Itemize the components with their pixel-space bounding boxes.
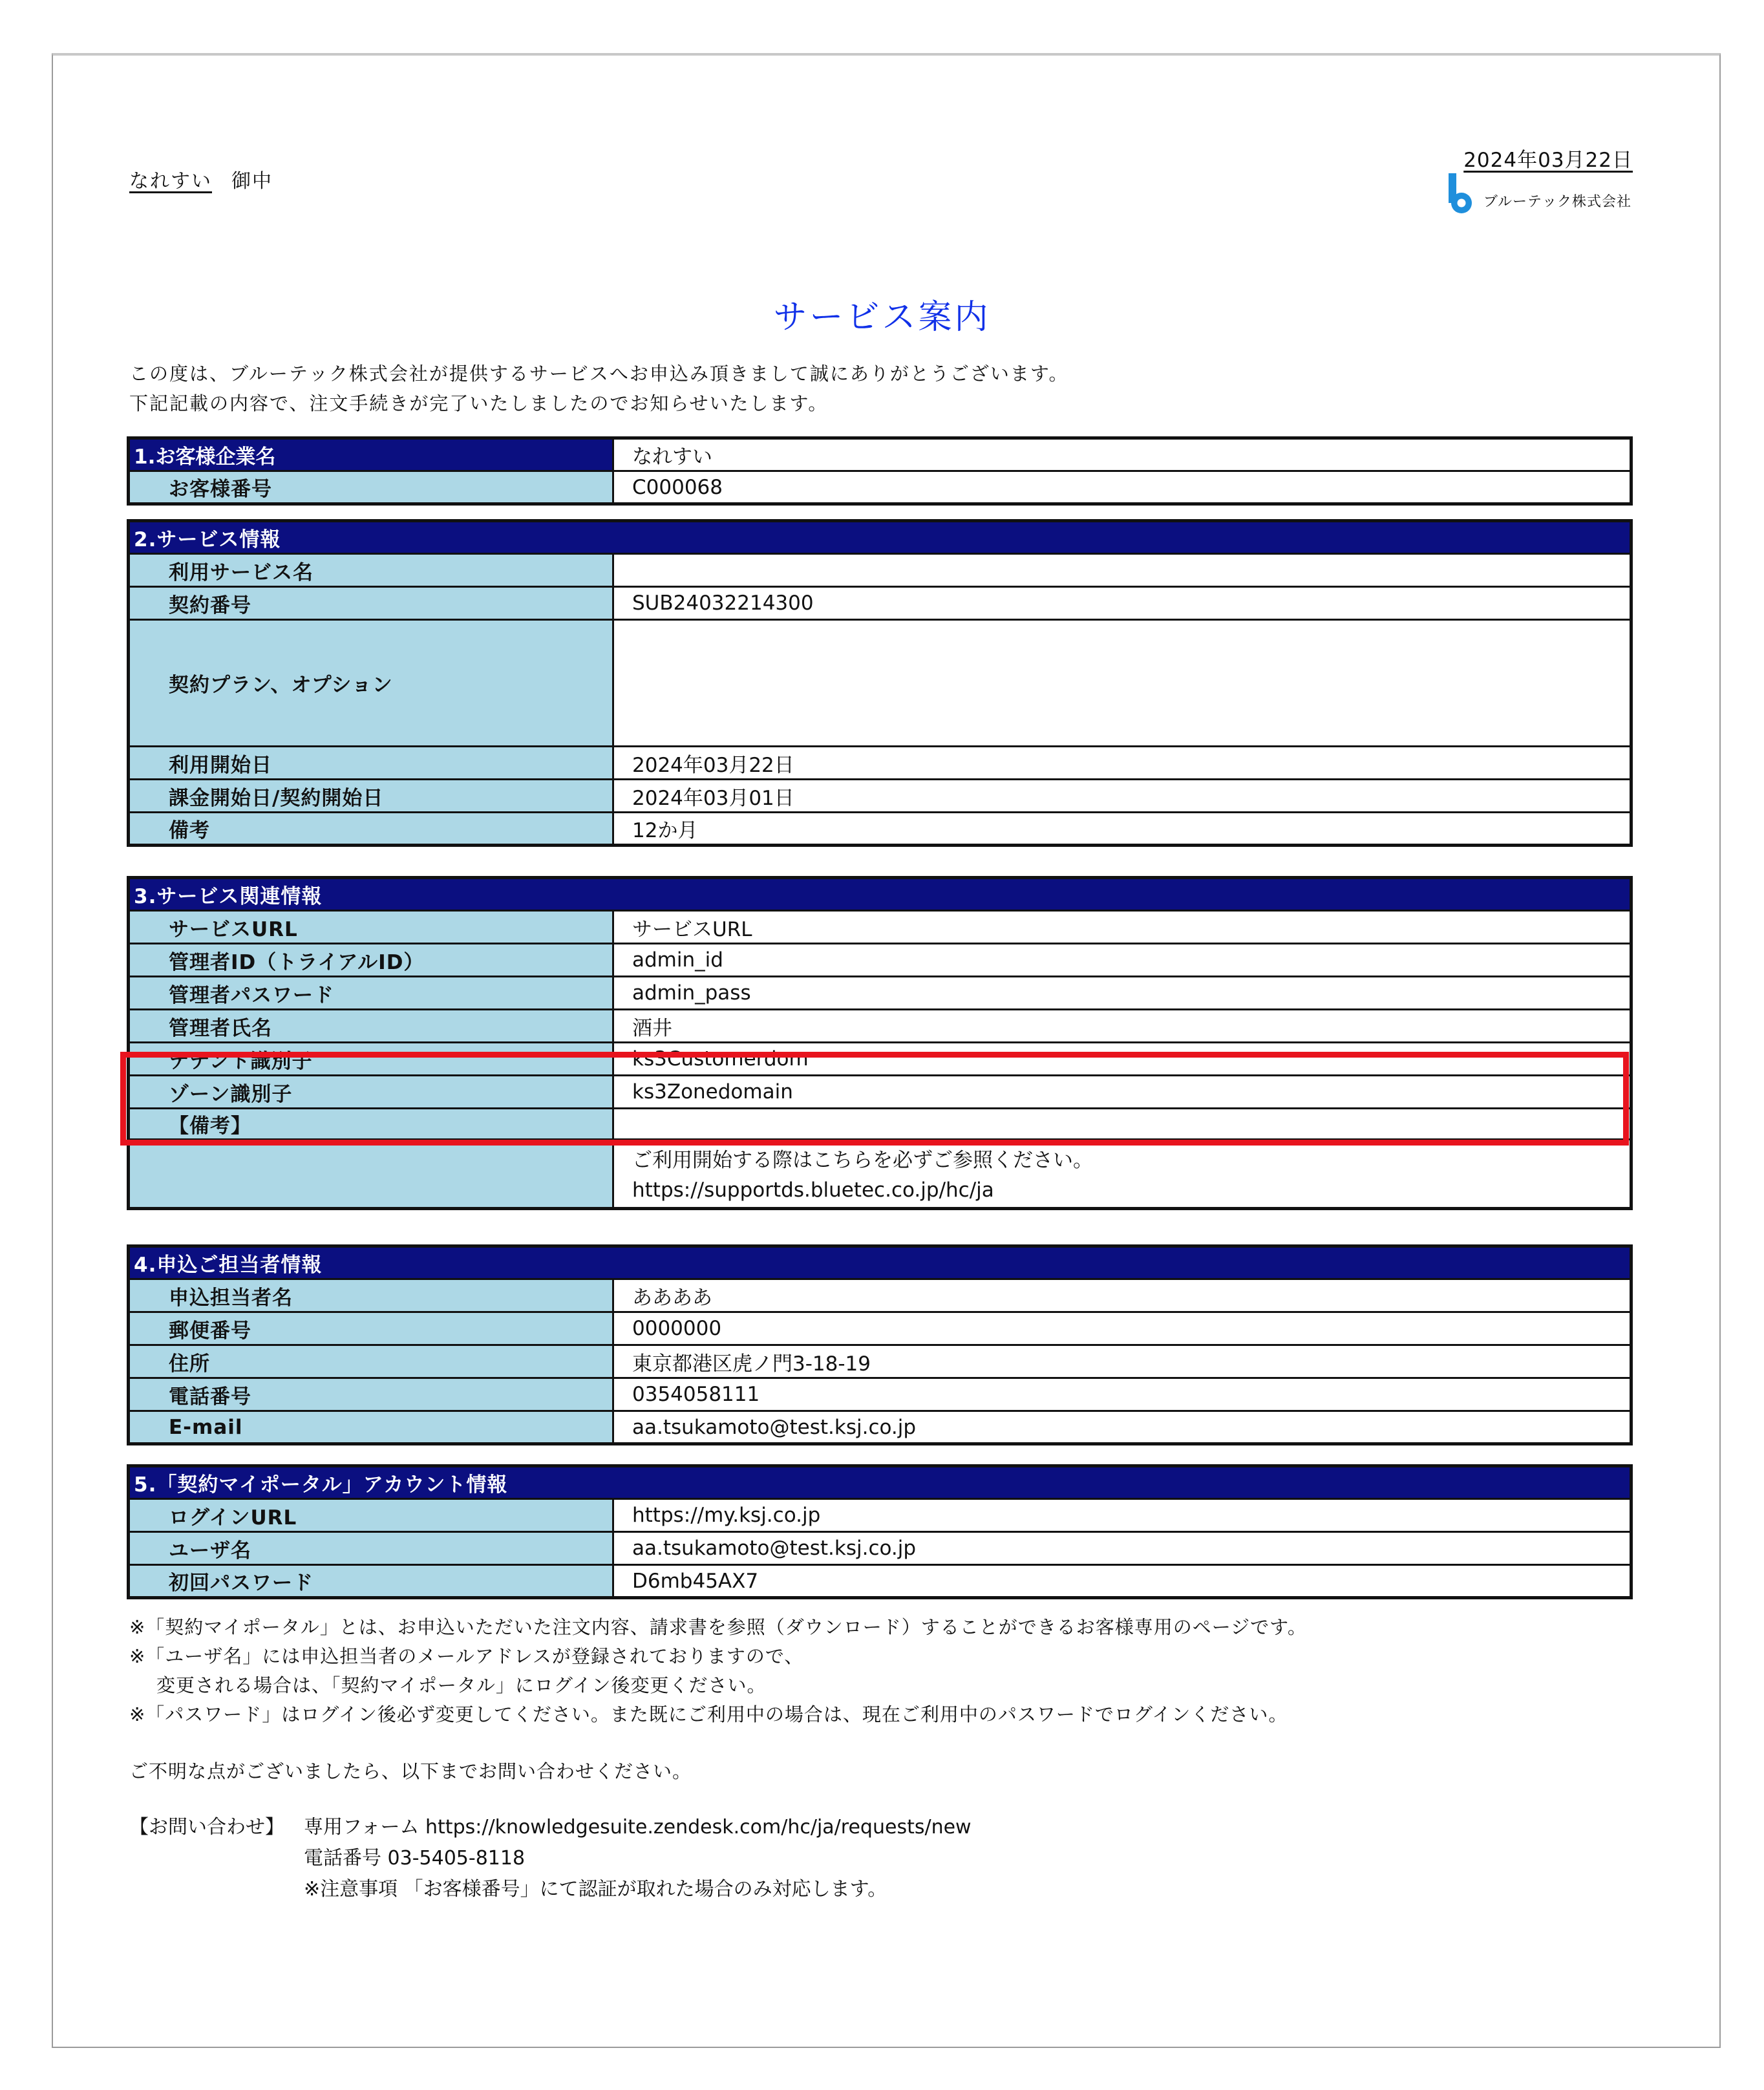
table-row <box>129 1076 1631 1109</box>
field-label: テナント識別子 <box>129 1043 613 1076</box>
field-label: 課金開始日/契約開始日 <box>129 780 613 813</box>
field-label: 申込担当者名 <box>129 1279 613 1312</box>
customer-section <box>127 436 1633 506</box>
field-value: aa.tsukamoto@test.ksj.co.jp <box>613 1411 1631 1444</box>
field-label: 利用開始日 <box>129 747 613 780</box>
field-value: 0354058111 <box>613 1378 1631 1411</box>
field-value: C000068 <box>613 471 1631 504</box>
section-header-row <box>129 438 1631 471</box>
section-header: 1.お客様企業名 <box>129 438 613 471</box>
footer-note: ※「契約マイポータル」とは、お申込いただいた注文内容、請求書を参照（ダウンロード）することができるお客様専用のページです。 <box>129 1616 1307 1638</box>
field-value <box>613 620 1631 747</box>
field-value: ks3Customerdom <box>613 1043 1631 1076</box>
field-value <box>613 554 1631 587</box>
field-label <box>129 1140 613 1209</box>
note-value <box>613 1140 1631 1209</box>
field-label: 郵便番号 <box>129 1312 613 1345</box>
document-title: サービス案内 <box>773 298 991 337</box>
table-row <box>129 747 1631 780</box>
field-label: 利用サービス名 <box>129 554 613 587</box>
field-value <box>613 1109 1631 1140</box>
field-label: 住所 <box>129 1345 613 1378</box>
field-value: D6mb45AX7 <box>613 1565 1631 1598</box>
table-row <box>129 1532 1631 1565</box>
table-row <box>129 1043 1631 1076</box>
company-block <box>1447 173 1631 215</box>
table-row <box>129 1499 1631 1532</box>
field-value: サービスURL <box>613 911 1631 944</box>
table-row <box>129 587 1631 620</box>
service-section <box>127 519 1633 847</box>
table-row <box>129 1279 1631 1312</box>
contact-note: ※注意事項 「お客様番号」にて認証が取れた場合のみ対応します。 <box>304 1878 887 1901</box>
section-header: 4.申込ご担当者情報 <box>129 1246 1631 1279</box>
field-label: ログインURL <box>129 1499 613 1532</box>
section-header-row <box>129 521 1631 554</box>
field-value: 酒井 <box>613 1010 1631 1043</box>
portal-account-section <box>127 1464 1633 1599</box>
table-row <box>129 780 1631 813</box>
note-line: ご利用開始する際はこちらを必ずご参照ください。 <box>632 1148 1093 1172</box>
table-row <box>129 977 1631 1010</box>
table-row <box>129 944 1631 977</box>
section-header: 3.サービス関連情報 <box>129 878 1631 911</box>
field-value: ああああ <box>613 1279 1631 1312</box>
section-header-row <box>129 1246 1631 1279</box>
table-row <box>129 1565 1631 1598</box>
field-value: 2024年03月01日 <box>613 780 1631 813</box>
field-value: 東京都港区虎ノ門3-18-19 <box>613 1345 1631 1378</box>
table-row <box>129 471 1631 504</box>
table-row <box>129 1345 1631 1378</box>
bluetec-logo-icon <box>1447 173 1474 215</box>
table-row <box>129 1109 1631 1140</box>
footer-note: ※「ユーザ名」には申込担当者のメールアドレスが登録されておりますので、 <box>129 1645 804 1667</box>
field-value: admin_id <box>613 944 1631 977</box>
related-info-section <box>127 876 1633 1210</box>
footer-note: ※「パスワード」はログイン後必ず変更してください。また既にご利用中の場合は、現在ご利用中のパスワードでログインください。 <box>129 1703 1288 1725</box>
section-header: 2.サービス情報 <box>129 521 1631 554</box>
table-row <box>129 1140 1631 1209</box>
table-row <box>129 813 1631 846</box>
customer-name-value: なれすい <box>613 438 1631 471</box>
table-row <box>129 620 1631 747</box>
field-label: お客様番号 <box>129 471 613 504</box>
addressee <box>129 165 273 193</box>
intro-line: 下記記載の内容で、注文手続きが完了いたしましたのでお知らせいたします。 <box>129 392 829 414</box>
table-row <box>129 1378 1631 1411</box>
field-value: admin_pass <box>613 977 1631 1010</box>
intro-line: この度は、ブルーテック株式会社が提供するサービスへお申込み頂きまして誠にありがとうございます。 <box>129 363 1069 385</box>
table-row <box>129 1010 1631 1043</box>
table-row <box>129 1411 1631 1444</box>
field-label: 契約番号 <box>129 587 613 620</box>
issue-date: 2024年03月22日 <box>1463 149 1633 172</box>
section-header-row <box>129 878 1631 911</box>
field-label: 管理者ID（トライアルID） <box>129 944 613 977</box>
field-value: 12か月 <box>613 813 1631 846</box>
field-label: サービスURL <box>129 911 613 944</box>
contact-form-link[interactable]: 専用フォーム https://knowledgesuite.zendesk.com/hc/ja/requests/new <box>304 1816 972 1839</box>
field-label: E-mail <box>129 1411 613 1444</box>
field-label: ゾーン識別子 <box>129 1076 613 1109</box>
field-label: 初回パスワード <box>129 1565 613 1598</box>
contact-label: 【お問い合わせ】 <box>129 1816 284 1839</box>
field-label: 【備考】 <box>129 1109 613 1140</box>
intro-text <box>129 359 1069 418</box>
field-label: 管理者パスワード <box>129 977 613 1010</box>
footer-notes <box>129 1613 1307 1729</box>
field-label: 電話番号 <box>129 1378 613 1411</box>
section-header: 5.「契約マイポータル」アカウント情報 <box>129 1466 1631 1499</box>
table-row <box>129 554 1631 587</box>
field-value: 0000000 <box>613 1312 1631 1345</box>
field-value: 2024年03月22日 <box>613 747 1631 780</box>
table-row <box>129 1312 1631 1345</box>
company-name: ブルーテック株式会社 <box>1483 194 1631 210</box>
contact-phone: 電話番号 03-5405-8118 <box>304 1847 526 1870</box>
closing-text: ご不明な点がございましたら、以下までお問い合わせください。 <box>129 1760 692 1782</box>
field-value: aa.tsukamoto@test.ksj.co.jp <box>613 1532 1631 1565</box>
field-label: ユーザ名 <box>129 1532 613 1565</box>
field-label: 管理者氏名 <box>129 1010 613 1043</box>
field-value: SUB24032214300 <box>613 587 1631 620</box>
field-label: 契約プラン、オプション <box>129 620 613 747</box>
section-header-row <box>129 1466 1631 1499</box>
addressee-name: なれすい <box>129 170 212 193</box>
footer-note: 変更される場合は、「契約マイポータル」にログイン後変更ください。 <box>156 1674 767 1696</box>
contact-block <box>129 1812 972 1905</box>
field-value: ks3Zonedomain <box>613 1076 1631 1109</box>
table-row <box>129 911 1631 944</box>
field-label: 備考 <box>129 813 613 846</box>
support-url[interactable]: https://supportds.bluetec.co.jp/hc/ja <box>632 1178 994 1202</box>
field-value: https://my.ksj.co.jp <box>613 1499 1631 1532</box>
applicant-section <box>127 1244 1633 1445</box>
honorific: 御中 <box>231 170 273 193</box>
